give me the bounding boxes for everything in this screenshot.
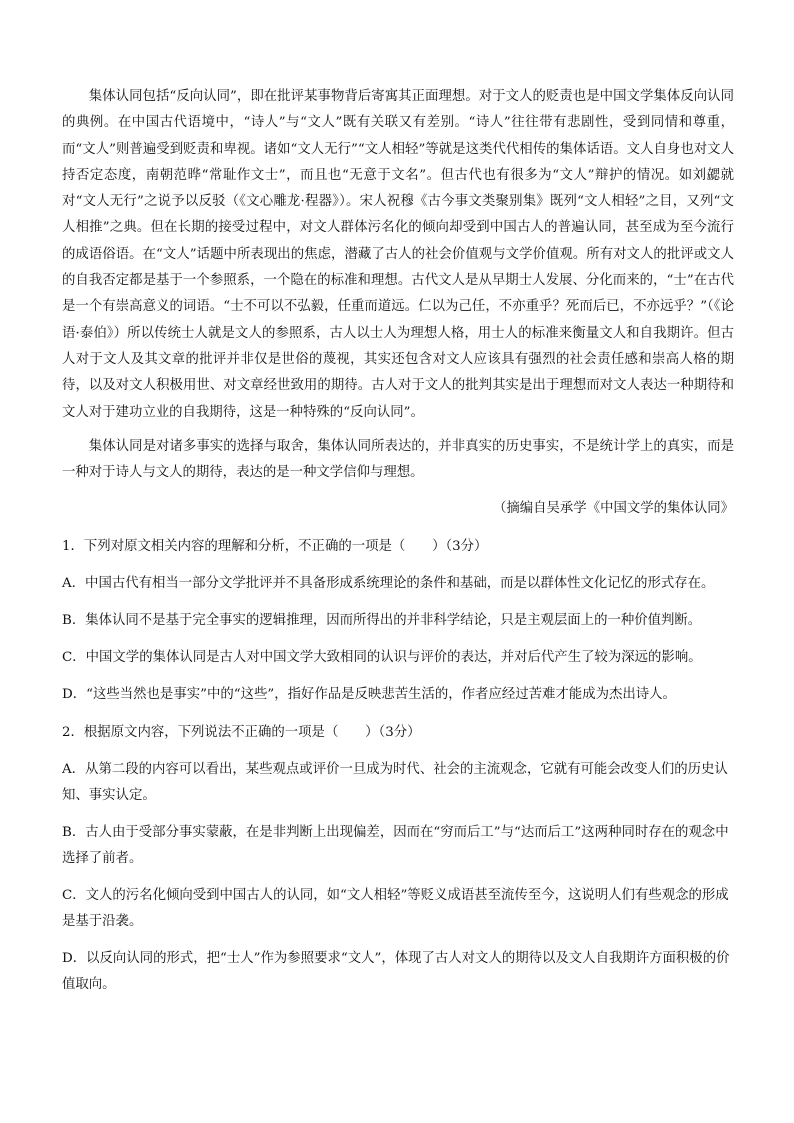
option-a: A．中国古代有相当一部分文学批评并不具备形成系统理论的条件和基础，而是以群体性文化记忆的形式存在。 xyxy=(62,576,715,592)
option-d: D．“这些当然也是事实”中的“这些”，指好作品是反映悲苦生活的，作者应经过苦难才能成为杰出诗人。 xyxy=(62,687,676,703)
option-b: B．集体认同不是基于完全事实的逻辑推理，因而所得出的并非科学结论，只是主观层面上的一种价值判断。 xyxy=(62,613,702,629)
question-1 xyxy=(62,534,734,708)
body-paragraph-2: 集体认同是对诸多事实的选择与取舍，集体认同所表达的，并非真实的历史事实，不是统计学上的真实，而是一种对于诗人与文人的期待，表达的是一种文学信仰与理想。 xyxy=(62,438,734,481)
option-d: D．以反向认同的形式，把“士人”作为参照要求“文人”，体现了古人对文人的期待以及文人自我期许方面积极的价值取向。 xyxy=(62,951,730,993)
option-b: B．古人由于受部分事实蒙蔽，在是非判断上出现偏差，因而在“穷而后工”与“达而后工”这两种同时存在的观念中选择了前者。 xyxy=(62,825,729,867)
source-citation: （摘编自吴承学《中国文学的集体认同》 xyxy=(492,501,734,517)
option-c: C．文人的污名化倾向受到中国古人的认同，如“文人相轻”等贬义成语甚至流传至今，这说明人们有些观念的形成是基于沿袭。 xyxy=(62,888,729,930)
document-page xyxy=(62,84,734,998)
question-2 xyxy=(62,720,734,998)
option-c: C．中国文学的集体认同是古人对中国文学大致相同的认识与评价的表达，并对后代产生了较为深远的影响。 xyxy=(62,650,702,666)
option-a: A．从第二段的内容可以看出，某些观点或评价一旦成为时代、社会的主流观念，它就有可能会改变人们的历史认知、事实认定。 xyxy=(62,762,728,804)
question-stem: 2．根据原文内容，下列说法不正确的一项是（ ）（3分） xyxy=(62,725,421,741)
question-stem: 1．下列对原文相关内容的理解和分析，不正确的一项是（ ）（3分） xyxy=(62,539,488,555)
body-paragraph-1: 集体认同包括“反向认同”，即在批评某事物背后寄寓其正面理想。对于文人的贬责也是中国文学集体反向认同的典例。在中国古代语境中，“诗人”与“文人”既有关联又有差别。“诗人”往往带有悲剧性，受到同情和尊重，而“文人”则普遍受到贬责和卑视。诸如“文人无行”“文人相轻”等就是这类代代相传的集体话语。文人自身也对文人持否定态度，南朝范晔“常耻作文士”，而且也“无意于文名”。但古代也有很多为“文人”辩护的情况。如刘勰就对“文人无行”之说予以反驳（《文心雕龙·程器》）。宋人祝穆《古今事文类聚别集》既列“文人相轻”之目，又列“文人相推”之典。但在长期的接受过程中，对文人群体污名化的倾向却受到中国古人的普遍认同，甚至成为至今流行的成语俗语。在“文人”话题中所表现出的焦虑，潜藏了古人的社会价值观与文学价值观。所有对文人的批评或文人的自我否定都是基于一个参照系，一个隐在的标准和理想。古代文人是从早期士人发展、分化而来的，“士”在古代是一个有崇高意义的词语。“士不可以不弘毅，任重而道远。仁以为己任，不亦重乎？死而后已，不亦远乎？”（《论语·泰伯》）所以传统士人就是文人的参照系，古人以士人为理想人格，用士人的标准来衡量文人和自我期许。但古人对于文人及其文章的批评并非仅是世俗的蔑视，其实还包含对文人应该具有强烈的社会责任感和崇高人格的期待，以及对文人积极用世、对文章经世致用的期待。古人对于文人的批判其实是出于理想而对文人表达一种期待和文人对于建功立业的自我期待，这是一种特殊的“反向认同”。 xyxy=(62,89,734,420)
